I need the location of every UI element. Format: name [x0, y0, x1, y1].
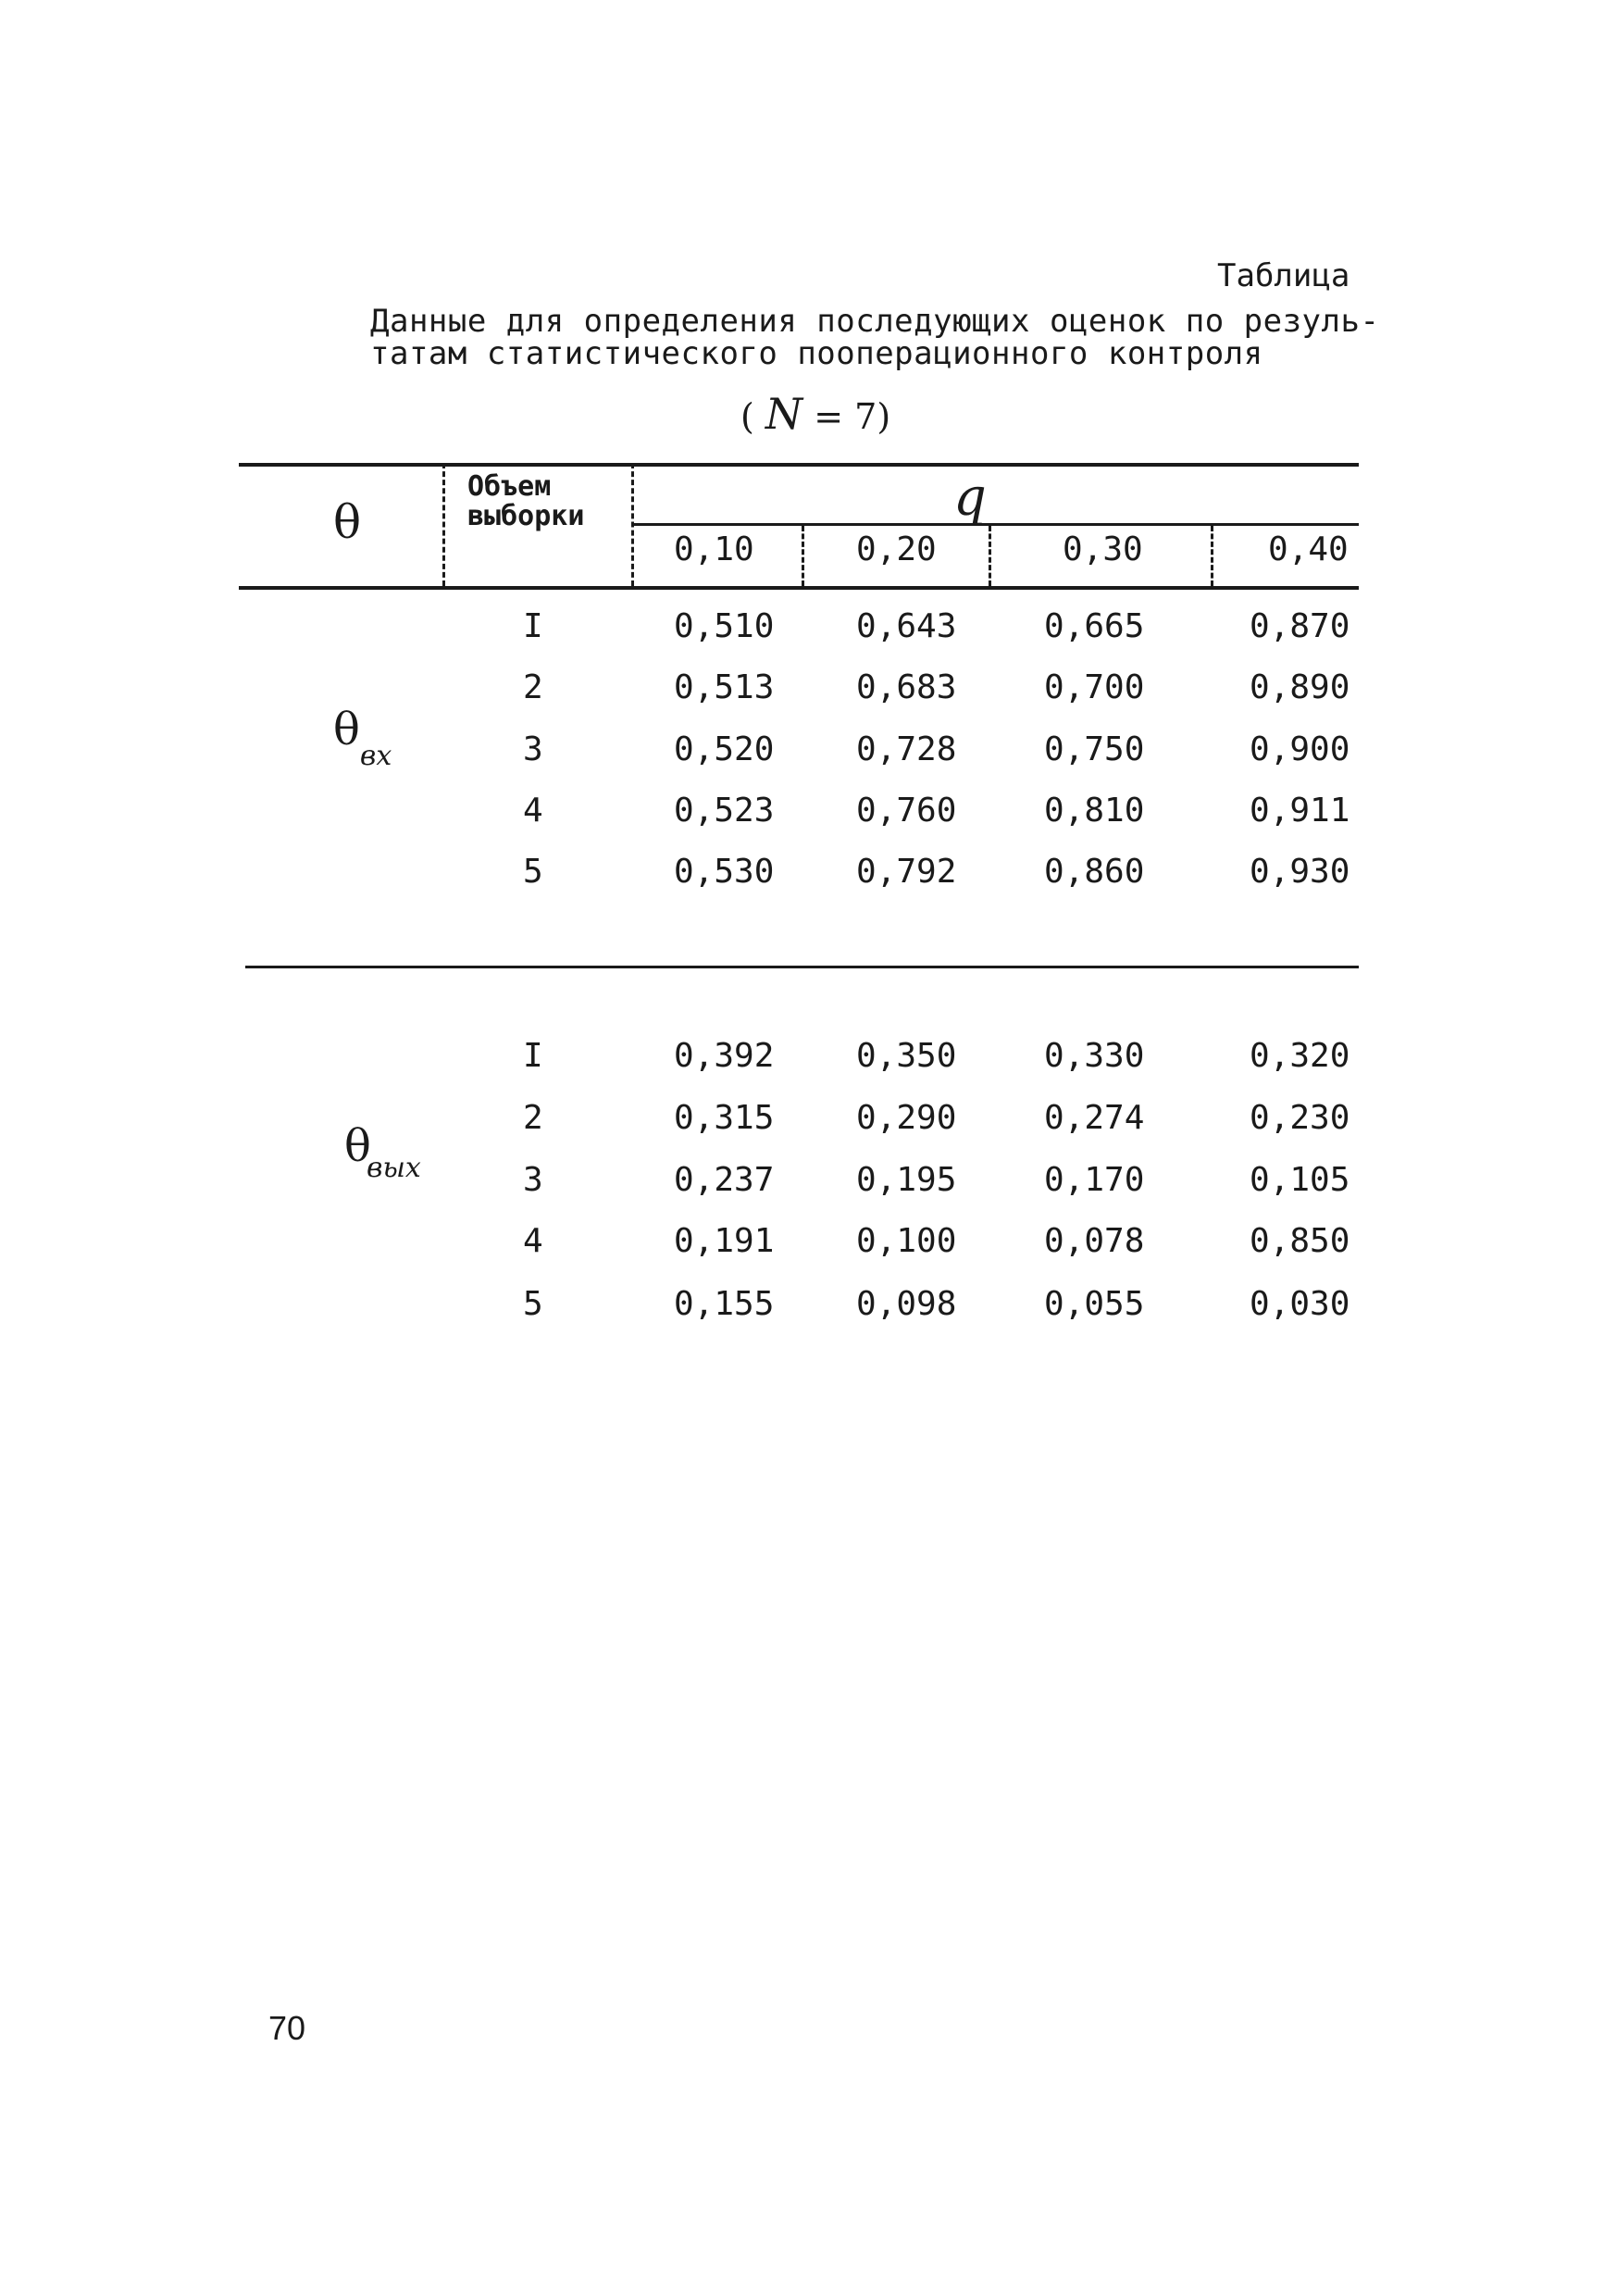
page-number: 70 — [268, 2009, 306, 2047]
table-cell-value: 0,350 — [856, 1037, 957, 1075]
table-cell-value: 0,683 — [856, 668, 957, 706]
table-cell-value: 0,810 — [1044, 792, 1145, 830]
table-cell-value: 0,860 — [1044, 853, 1145, 891]
table-cell-value: 0,911 — [1250, 792, 1350, 830]
table-cell-n: I — [523, 1037, 543, 1075]
table-cell-value: 0,760 — [856, 792, 957, 830]
table-cell-value: 0,078 — [1044, 1222, 1145, 1260]
table-cell-value: 0,237 — [674, 1161, 775, 1199]
table-title-line-2: татам статистического пооперационного контроля — [370, 335, 1263, 372]
table-cell-value: 0,055 — [1044, 1285, 1145, 1323]
table-cell-n: 3 — [523, 1161, 543, 1199]
table-cell-value: 0,230 — [1250, 1099, 1350, 1137]
param-symbol: N — [765, 389, 803, 439]
table-top-rule — [239, 463, 1359, 467]
table-cell-value: 0,155 — [674, 1285, 775, 1323]
table-label: Таблица — [1217, 257, 1350, 294]
param-open-paren: ( — [740, 396, 754, 437]
table-cell-value: 0,315 — [674, 1099, 775, 1137]
table-cell-value: 0,520 — [674, 730, 775, 768]
table-cell-value: 0,530 — [674, 853, 775, 891]
column-header-q2: 0,20 — [856, 530, 937, 568]
param-value: = 7) — [802, 396, 891, 437]
table-cell-n: 3 — [523, 730, 543, 768]
header-sample-size-line1: Объем — [467, 470, 552, 503]
table-cell-value: 0,665 — [1044, 607, 1145, 645]
table-cell-value: 0,100 — [856, 1222, 957, 1260]
header-sample-size-line2: выборки — [467, 500, 585, 532]
table-cell-value: 0,870 — [1250, 607, 1350, 645]
group-theta-in-subscript: вх — [359, 740, 392, 772]
column-header-q1: 0,10 — [674, 530, 754, 568]
table-cell-n: 2 — [523, 668, 543, 706]
table-cell-value: 0,850 — [1250, 1222, 1350, 1260]
column-header-q3: 0,30 — [1063, 530, 1143, 568]
header-bottom-rule — [239, 586, 1359, 590]
header-divider-q3 — [1211, 526, 1213, 586]
table-cell-value: 0,392 — [674, 1037, 775, 1075]
table-cell-value: 0,792 — [856, 853, 957, 891]
table-cell-value: 0,890 — [1250, 668, 1350, 706]
table-cell-value: 0,643 — [856, 607, 957, 645]
table-cell-n: 2 — [523, 1099, 543, 1137]
table-cell-value: 0,098 — [856, 1285, 957, 1323]
table-cell-value: 0,191 — [674, 1222, 775, 1260]
table-cell-n: I — [523, 607, 543, 645]
table-cell-value: 0,170 — [1044, 1161, 1145, 1199]
table-cell-value: 0,750 — [1044, 730, 1145, 768]
table-cell-value: 0,320 — [1250, 1037, 1350, 1075]
table-cell-value: 0,290 — [856, 1099, 957, 1137]
header-theta: θ — [333, 495, 362, 549]
q-subheader-rule — [631, 523, 1359, 526]
group-label-theta-in — [333, 704, 392, 772]
table-cell-n: 4 — [523, 1222, 543, 1260]
header-divider-sample — [631, 463, 634, 586]
header-q: q — [953, 468, 987, 528]
header-divider-theta — [442, 463, 445, 586]
group-label-theta-out — [344, 1120, 421, 1184]
table-cell-value: 0,700 — [1044, 668, 1145, 706]
table-title-line-1: Данные для определения последующих оценок по резуль- — [370, 303, 1380, 340]
group-theta-in-symbol: θ — [333, 704, 360, 755]
header-divider-q1 — [802, 526, 804, 586]
group-separator-rule — [245, 966, 1359, 968]
group-theta-out-symbol: θ — [344, 1120, 371, 1172]
table-cell-n: 5 — [523, 853, 543, 891]
group-theta-out-subscript: вых — [367, 1152, 421, 1184]
table-cell-value: 0,105 — [1250, 1161, 1350, 1199]
table-cell-n: 4 — [523, 792, 543, 830]
table-cell-value: 0,728 — [856, 730, 957, 768]
table-cell-value: 0,900 — [1250, 730, 1350, 768]
table-cell-value: 0,274 — [1044, 1099, 1145, 1137]
table-parameter — [740, 389, 890, 439]
table-cell-value: 0,523 — [674, 792, 775, 830]
table-cell-value: 0,510 — [674, 607, 775, 645]
table-cell-n: 5 — [523, 1285, 543, 1323]
header-sample-size — [467, 472, 584, 531]
table-cell-value: 0,195 — [856, 1161, 957, 1199]
table-cell-value: 0,030 — [1250, 1285, 1350, 1323]
table-cell-value: 0,930 — [1250, 853, 1350, 891]
table-cell-value: 0,330 — [1044, 1037, 1145, 1075]
header-divider-q2 — [989, 526, 991, 586]
table-cell-value: 0,513 — [674, 668, 775, 706]
column-header-q4: 0,40 — [1268, 530, 1349, 568]
